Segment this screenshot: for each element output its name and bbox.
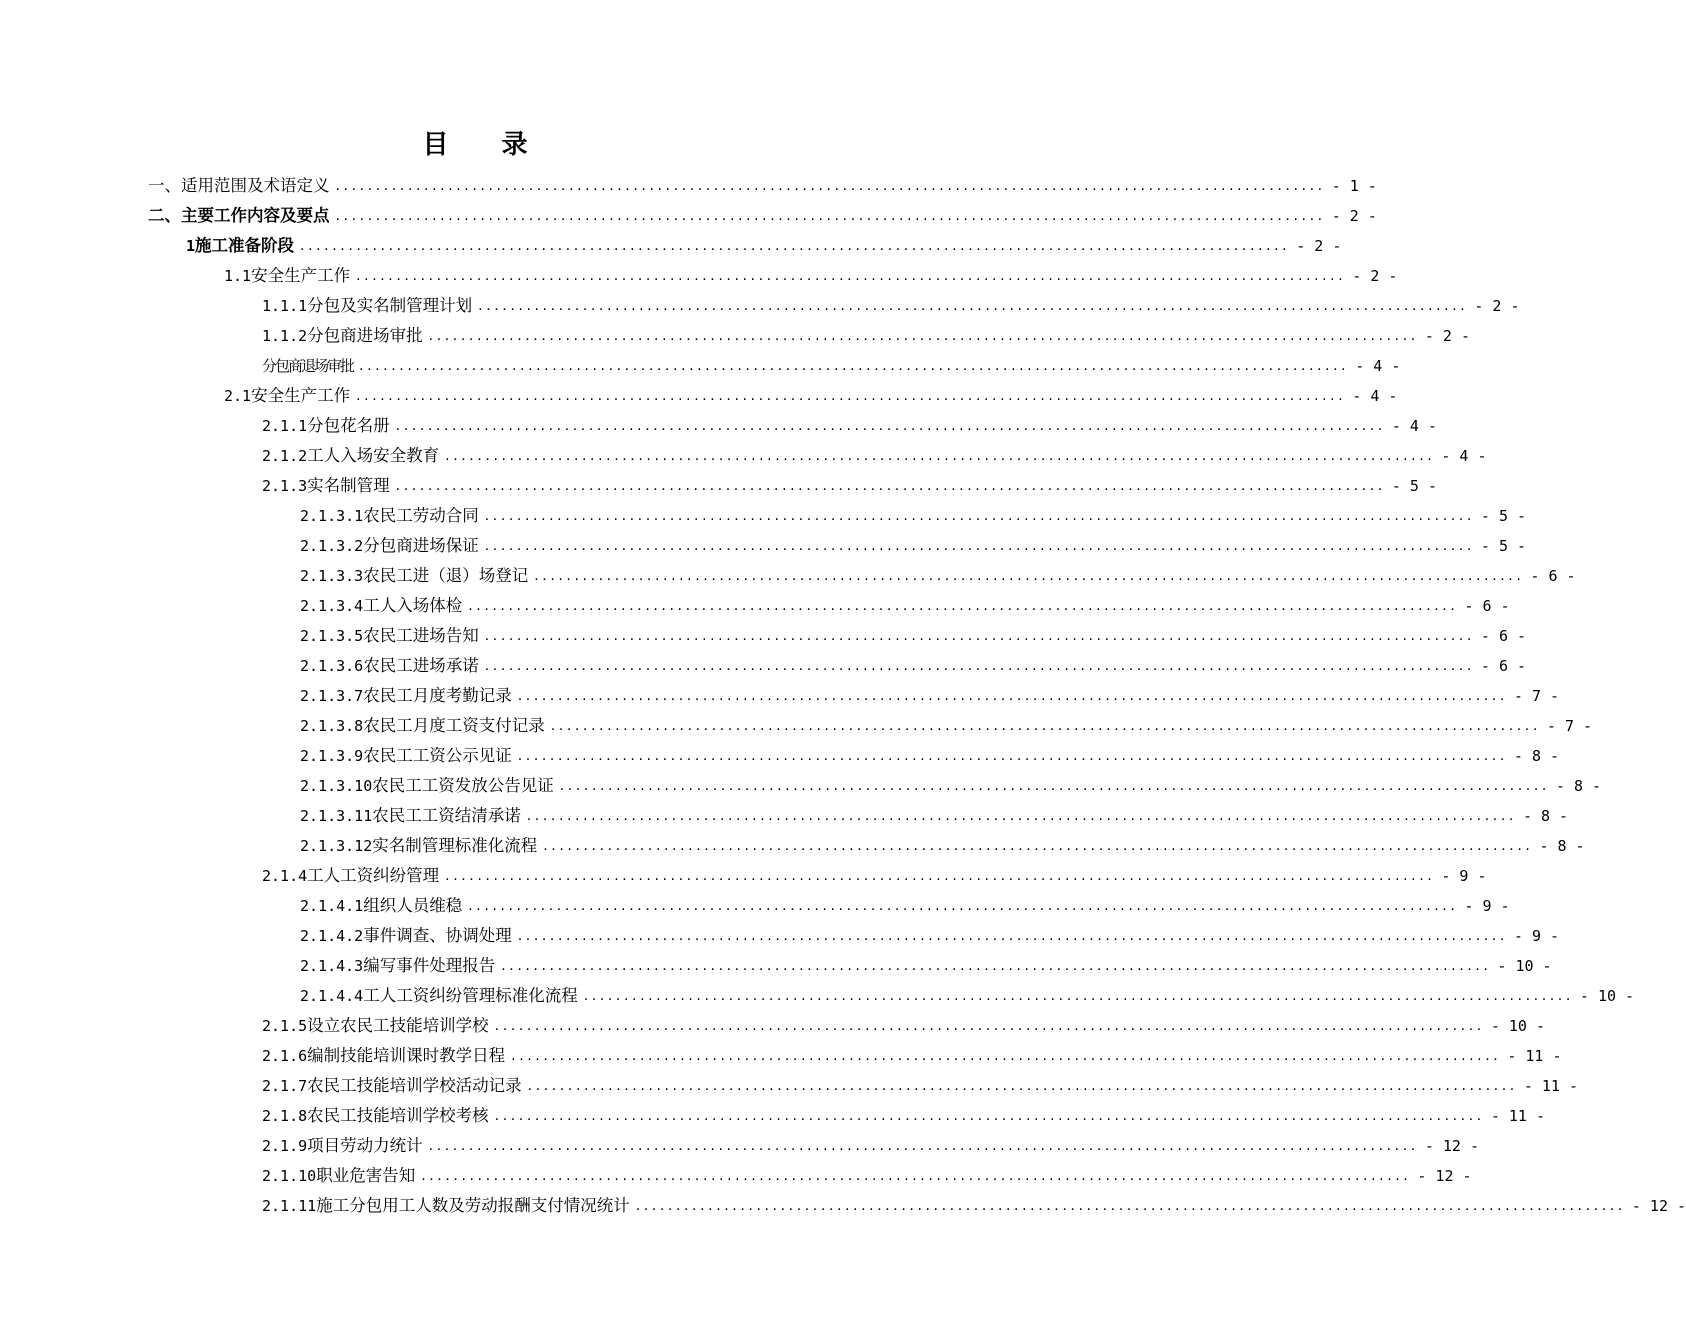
toc-entry-number: 1.1: [224, 267, 252, 285]
toc-dot-leader: ...........................................................................................................................: [494, 1018, 1485, 1034]
toc-entry-title: 分包花名册: [307, 416, 390, 435]
toc-dot-leader: ...........................................................................................................................: [527, 1078, 1518, 1094]
toc-entry-page: - 10 -: [1579, 987, 1635, 1005]
toc-entry[interactable]: [0, 1011, 1546, 1041]
toc-entry[interactable]: [0, 441, 1487, 471]
toc-entry[interactable]: [0, 291, 1520, 321]
toc-entry[interactable]: [0, 771, 1602, 801]
toc-entry-number: 2.1.3.3: [300, 567, 364, 585]
toc-entry-title: 编制技能培训课时教学日程: [307, 1046, 506, 1065]
toc-dot-leader: ...........................................................................................................................: [550, 718, 1541, 734]
toc-dot-leader: ...........................................................................................................................: [484, 538, 1475, 554]
toc-entry-number: 2.1.3.4: [300, 597, 364, 615]
toc-entry-page: - 4 -: [1441, 447, 1487, 465]
toc-entry-number: 1.1.2: [262, 327, 308, 345]
toc-entry[interactable]: [0, 801, 1569, 831]
toc-entry-number: 1.1.1: [262, 297, 308, 315]
toc-dot-leader: ...........................................................................................................................: [517, 688, 1508, 704]
toc-dot-leader: ...........................................................................................................................: [421, 1168, 1412, 1184]
toc-entry-number: 2.1.3.11: [300, 807, 373, 825]
toc-entry-page: - 12 -: [1417, 1167, 1472, 1185]
toc-dot-leader: ...........................................................................................................................: [511, 1048, 1502, 1064]
toc-entry-title: 实名制管理: [307, 476, 390, 495]
toc-entry-page: - 6 -: [1464, 597, 1510, 615]
toc-entry[interactable]: [0, 711, 1593, 741]
toc-entry-page: - 5 -: [1480, 537, 1527, 555]
toc-entry[interactable]: [0, 591, 1510, 621]
toc-dot-leader: ...........................................................................................................................: [635, 1198, 1626, 1214]
toc-entry-page: - 8 -: [1522, 807, 1569, 825]
toc-dot-leader: ...........................................................................................................................: [468, 598, 1459, 614]
toc-entry-title: 分包商退场审批: [262, 357, 354, 375]
page-title: 目 录: [422, 130, 550, 160]
toc-entry-page: - 7 -: [1546, 717, 1593, 735]
toc-entry-number: 2.1.3.9: [300, 747, 364, 765]
toc-entry-number: 2.1.2: [262, 447, 308, 465]
toc-dot-leader: ...........................................................................................................................: [359, 358, 1350, 374]
toc-entry[interactable]: [0, 1161, 1472, 1191]
toc-entry-number: 2.1.4: [262, 867, 308, 885]
toc-entry-page: - 5 -: [1480, 507, 1527, 525]
toc-dot-leader: ...........................................................................................................................: [300, 238, 1291, 254]
toc-entry[interactable]: [0, 1131, 1480, 1161]
toc-entry[interactable]: [0, 351, 1401, 381]
toc-dot-leader: ...........................................................................................................................: [484, 658, 1475, 674]
toc-entry[interactable]: [0, 231, 1342, 261]
toc-entry-number: 2.1.3.8: [300, 717, 364, 735]
toc-dot-leader: ...........................................................................................................................: [484, 508, 1475, 524]
toc-entry-title: 农民工工资公示见证: [363, 746, 512, 765]
toc-entry-number: 1: [186, 237, 196, 255]
toc-dot-leader: ...........................................................................................................................: [478, 298, 1469, 314]
toc-entry[interactable]: [0, 741, 1560, 771]
toc-entry[interactable]: [0, 1191, 1686, 1221]
toc-entry-title: 分包商进场审批: [307, 326, 423, 345]
toc-dot-leader: ...........................................................................................................................: [395, 478, 1386, 494]
toc-entry-page: - 11 -: [1523, 1077, 1579, 1095]
toc-entry-page: - 12 -: [1424, 1137, 1480, 1155]
toc-entry-page: - 9 -: [1513, 927, 1560, 945]
toc-entry-title: 二、主要工作内容及要点: [148, 206, 330, 225]
table-of-contents: [0, 171, 1686, 1221]
toc-entry-number: 2.1.3.12: [300, 837, 373, 855]
toc-entry[interactable]: [0, 891, 1510, 921]
toc-entry-title: 分包商进场保证: [363, 536, 479, 555]
toc-entry-page: - 1 -: [1331, 177, 1377, 195]
toc-entry[interactable]: [0, 861, 1487, 891]
toc-entry[interactable]: [0, 531, 1527, 561]
toc-entry-number: 2.1.4.4: [300, 987, 364, 1005]
toc-entry-title: 工人入场安全教育: [307, 446, 440, 465]
toc-entry-page: - 11 -: [1507, 1047, 1562, 1065]
toc-entry-number: 2.1.10: [262, 1167, 317, 1185]
toc-entry[interactable]: [0, 261, 1398, 291]
toc-dot-leader: ...........................................................................................................................: [445, 448, 1436, 464]
toc-dot-leader: ...........................................................................................................................: [517, 748, 1508, 764]
toc-entry-title: 施工分包用工人数及劳动报酬支付情况统计: [316, 1196, 630, 1215]
toc-entry-title: 农民工进场告知: [363, 626, 479, 645]
toc-entry-title: 分包及实名制管理计划: [307, 296, 473, 315]
toc-entry-title: 设立农民工技能培训学校: [307, 1016, 489, 1035]
toc-entry-number: 2.1.5: [262, 1017, 308, 1035]
toc-entry[interactable]: [0, 831, 1585, 861]
toc-dot-leader: ...........................................................................................................................: [501, 958, 1492, 974]
toc-entry-title: 农民工月度工资支付记录: [363, 716, 545, 735]
toc-entry-number: 2.1.4.3: [300, 957, 364, 975]
toc-entry-title: 安全生产工作: [251, 386, 351, 405]
toc-entry-page: - 4 -: [1352, 387, 1398, 405]
toc-entry-title: 农民工月度考勤记录: [363, 686, 512, 705]
toc-dot-leader: ...........................................................................................................................: [428, 1138, 1419, 1154]
toc-entry[interactable]: [0, 411, 1437, 441]
toc-entry-title: 农民工技能培训学校考核: [307, 1106, 489, 1125]
toc-dot-leader: ...........................................................................................................................: [543, 838, 1534, 854]
toc-entry-page: - 4 -: [1391, 417, 1437, 435]
toc-entry-title: 职业危害告知: [316, 1166, 416, 1185]
toc-entry-title: 项目劳动力统计: [307, 1136, 423, 1155]
toc-entry-page: - 7 -: [1513, 687, 1560, 705]
toc-entry-number: 2.1.3.2: [300, 537, 364, 555]
toc-entry-page: - 5 -: [1391, 477, 1437, 495]
toc-entry-number: 2.1.9: [262, 1137, 308, 1155]
toc-dot-leader: ...........................................................................................................................: [335, 178, 1326, 194]
toc-entry-number: 2.1.4.2: [300, 927, 364, 945]
toc-entry-page: - 6 -: [1480, 627, 1527, 645]
toc-entry-page: - 6 -: [1530, 567, 1576, 585]
toc-entry-page: - 2 -: [1352, 267, 1398, 285]
toc-entry-title: 编写事件处理报告: [363, 956, 496, 975]
toc-entry-page: - 8 -: [1539, 837, 1585, 855]
toc-entry-page: - 9 -: [1441, 867, 1487, 885]
toc-entry[interactable]: [0, 621, 1527, 651]
toc-entry-number: 2.1.3.7: [300, 687, 364, 705]
toc-entry-title: 农民工劳动合同: [363, 506, 479, 525]
toc-entry-number: 2.1.1: [262, 417, 308, 435]
toc-entry-title: 工人入场体检: [363, 596, 463, 615]
toc-dot-leader: ...........................................................................................................................: [534, 568, 1525, 584]
toc-dot-leader: ...........................................................................................................................: [517, 928, 1508, 944]
toc-entry-title: 事件调查、协调处理: [363, 926, 512, 945]
toc-entry-number: 2.1.4.1: [300, 897, 364, 915]
toc-entry-title: 一、适用范围及术语定义: [148, 176, 330, 195]
toc-entry[interactable]: [0, 201, 1377, 231]
toc-entry-title: 工人工资纠纷管理: [307, 866, 440, 885]
toc-entry[interactable]: [0, 1041, 1562, 1071]
toc-entry-title: 农民工技能培训学校活动记录: [307, 1076, 522, 1095]
toc-entry[interactable]: [0, 501, 1527, 531]
toc-entry-title: 安全生产工作: [251, 266, 351, 285]
toc-entry-title: 工人工资纠纷管理标准化流程: [363, 986, 578, 1005]
toc-entry[interactable]: [0, 1071, 1579, 1101]
toc-entry-title: 施工准备阶段: [195, 236, 295, 255]
toc-entry-title: 农民工工资结清承诺: [372, 806, 521, 825]
toc-entry-title: 实名制管理标准化流程: [372, 836, 538, 855]
toc-entry-page: - 10 -: [1497, 957, 1552, 975]
toc-entry-page: - 9 -: [1464, 897, 1510, 915]
toc-dot-leader: ...........................................................................................................................: [356, 268, 1347, 284]
toc-dot-leader: ...........................................................................................................................: [484, 628, 1475, 644]
toc-entry[interactable]: [0, 681, 1560, 711]
toc-entry-page: - 2 -: [1296, 237, 1342, 255]
toc-dot-leader: ...........................................................................................................................: [335, 208, 1326, 224]
toc-entry-title: 农民工进（退）场登记: [363, 566, 529, 585]
toc-entry-number: 2.1.6: [262, 1047, 308, 1065]
toc-entry-number: 2.1: [224, 387, 252, 405]
toc-dot-leader: ...........................................................................................................................: [526, 808, 1517, 824]
toc-entry-number: 2.1.3: [262, 477, 308, 495]
toc-entry[interactable]: [0, 651, 1527, 681]
toc-entry-page: - 10 -: [1490, 1017, 1546, 1035]
toc-entry-title: 组织人员维稳: [363, 896, 463, 915]
toc-entry-number: 2.1.3.10: [300, 777, 373, 795]
toc-entry-page: - 2 -: [1474, 297, 1520, 315]
toc-entry-page: - 2 -: [1424, 327, 1470, 345]
toc-dot-leader: ...........................................................................................................................: [356, 388, 1347, 404]
toc-entry-page: - 8 -: [1555, 777, 1602, 795]
toc-entry-number: 2.1.3.6: [300, 657, 364, 675]
toc-entry-number: 2.1.3.5: [300, 627, 364, 645]
toc-entry-number: 2.1.3.1: [300, 507, 364, 525]
toc-entry[interactable]: [0, 321, 1470, 351]
toc-entry[interactable]: [0, 381, 1398, 411]
toc-entry[interactable]: [0, 981, 1635, 1011]
toc-entry-page: - 8 -: [1513, 747, 1560, 765]
toc-entry-number: 2.1.11: [262, 1197, 317, 1215]
toc-entry-page: - 11 -: [1490, 1107, 1546, 1125]
toc-entry[interactable]: [0, 951, 1552, 981]
toc-entry-title: 农民工进场承诺: [363, 656, 479, 675]
toc-entry-page: - 6 -: [1480, 657, 1527, 675]
toc-entry-page: - 2 -: [1331, 207, 1377, 225]
toc-entry-title: 农民工工资发放公告见证: [372, 776, 554, 795]
toc-entry-number: 2.1.7: [262, 1077, 308, 1095]
toc-entry[interactable]: [0, 471, 1437, 501]
toc-entry-page: - 4 -: [1355, 357, 1401, 375]
toc-entry[interactable]: [0, 921, 1560, 951]
toc-dot-leader: ...........................................................................................................................: [445, 868, 1436, 884]
toc-dot-leader: ...........................................................................................................................: [559, 778, 1550, 794]
toc-entry[interactable]: [0, 1101, 1546, 1131]
toc-dot-leader: ...........................................................................................................................: [428, 328, 1419, 344]
toc-dot-leader: ...........................................................................................................................: [468, 898, 1459, 914]
toc-entry[interactable]: [0, 171, 1377, 201]
toc-entry-number: 2.1.8: [262, 1107, 308, 1125]
toc-dot-leader: ...........................................................................................................................: [395, 418, 1386, 434]
toc-entry[interactable]: [0, 561, 1576, 591]
toc-dot-leader: ...........................................................................................................................: [494, 1108, 1485, 1124]
toc-dot-leader: ...........................................................................................................................: [583, 988, 1574, 1004]
toc-entry-page: - 12 -: [1631, 1197, 1686, 1215]
